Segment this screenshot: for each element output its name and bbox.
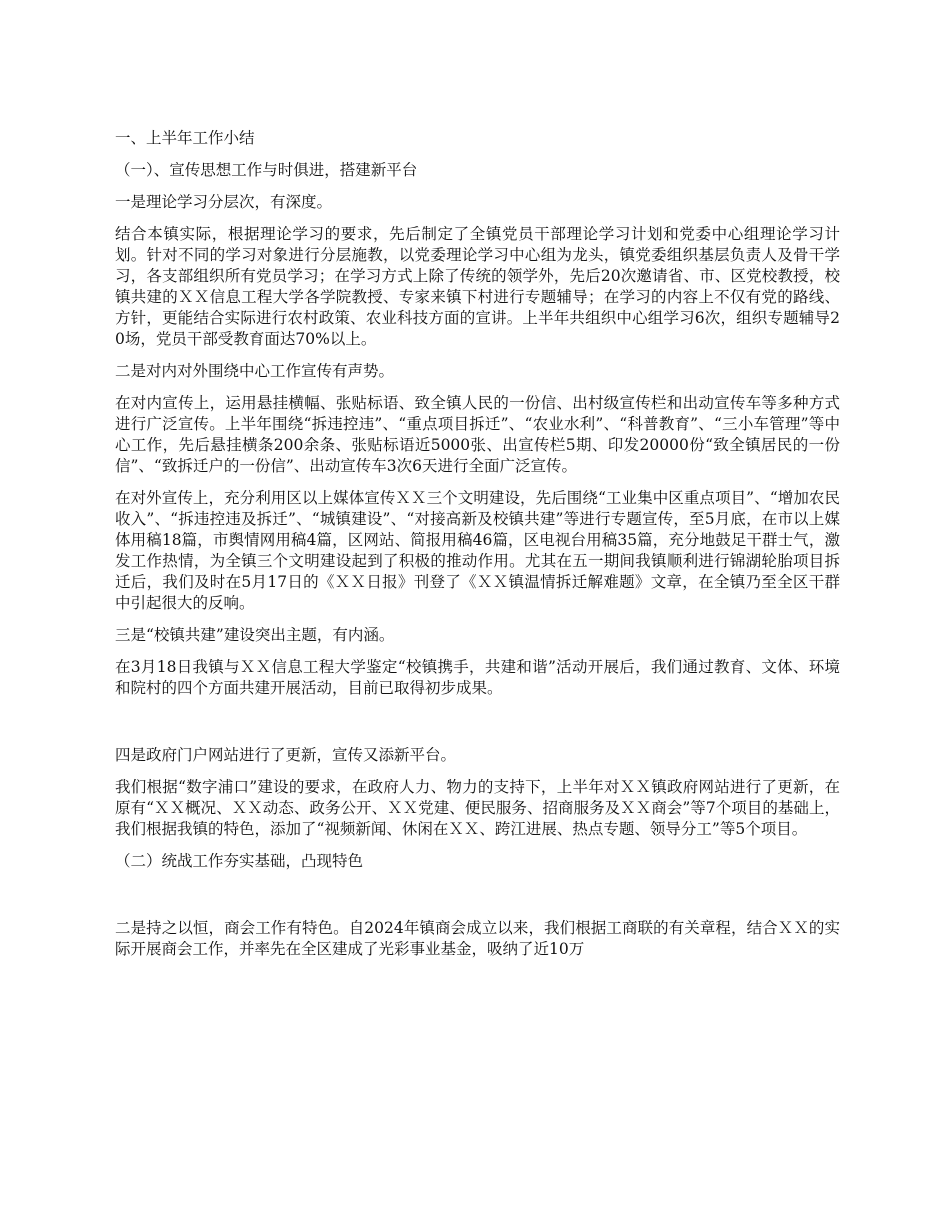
item-title-government-website: 四是政府门户网站进行了更新，宣传又添新平台。 <box>115 746 457 764</box>
section-title-first-half-summary: 一、上半年工作小结 <box>115 129 255 147</box>
paragraph-school-town-cooperation: 在3月18日我镇与ＸＸ信息工程大学鉴定“校镇携手，共建和谐”活动开展后，我们通过教育、文体、环境和院村的四个方面共建开展活动，目前已取得初步成果。 <box>115 658 840 697</box>
item-title-internal-external-publicity: 二是对内对外围绕中心工作宣传有声势。 <box>115 362 395 380</box>
blank-gap <box>115 710 840 745</box>
document-body <box>115 128 840 971</box>
paragraph-chamber-of-commerce: 二是持之以恒，商会工作有特色。自2024年镇商会成立以来，我们根据工商联的有关章程，结合ＸＸ的实际开展商会工作，并率先在全区建成了光彩事业基金，吸纳了近10万 <box>115 919 840 958</box>
blank-gap <box>115 883 840 918</box>
paragraph-theory-study: 结合本镇实际，根据理论学习的要求，先后制定了全镇党员干部理论学习计划和党委中心组理论学习计划。针对不同的学习对象进行分层施教，以党委理论学习中心组为龙头，镇党委组织基层负责人及骨干学习，各支部组织所有党员学习；在学习方式上除了传统的领学外，先后20次邀请省、市、区党校教授，校镇共建的ＸＸ信息工程大学各学院教授、专家来镇下村进行专题辅导；在学习的内容上不仅有党的路线、方针，更能结合实际进行农村政策、农业科技方面的宣讲。上半年共组织中心组学习6次，组织专题辅导20场，党员干部受教育面达70%以上。 <box>115 225 840 348</box>
subsection-title-publicity: （一）、宣传思想工作与时俱进，搭建新平台 <box>115 161 418 179</box>
paragraph-internal-publicity: 在对内宣传上，运用悬挂横幅、张贴标语、致全镇人民的一份信、出村级宣传栏和出动宣传车等多种方式进行广泛宣传。上半年围绕“拆违控违”、“重点项目拆迁”、“农业水利”、“科普教育”、“三小车管理”等中心工作，先后悬挂横条200余条、张贴标语近5000张、出宣传栏5期、印发20000份“致全镇居民的一份信”、“致拆迁户的一份信”、出动宣传车3次6天进行全面广泛宣传。 <box>115 394 840 475</box>
paragraph-external-publicity: 在对外宣传上，充分利用区以上媒体宣传ＸＸ三个文明建设，先后围绕“工业集中区重点项目”、“增加农民收入”、“拆违控违及拆迁”、“城镇建设”、“对接高新及校镇共建”等进行专题宣传，至5月底，在市以上媒体用稿18篇，市舆情网用稿4篇，区网站、简报用稿46篇，区电视台用稿35篇，充分地鼓足干群士气，激发工作热情，为全镇三个文明建设起到了积极的推动作用。尤其在五一期间我镇顺利进行锦湖轮胎项目拆迁后，我们及时在5月17日的《ＸＸ日报》刊登了《ＸＸ镇温情拆迁解难题》文章，在全镇乃至全区干群中引起很大的反响。 <box>115 489 840 612</box>
paragraph-government-website: 我们根据“数字浦口”建设的要求，在政府人力、物力的支持下，上半年对ＸＸ镇政府网站进行了更新，在原有“ＸＸ概况、ＸＸ动态、政务公开、ＸＸ党建、便民服务、招商服务及ＸＸ商会”等7个项目的基础上，我们根据我镇的特色，添加了“视频新闻、休闲在ＸＸ、跨江进展、热点专题、领导分工”等5个项目。 <box>115 778 840 838</box>
subsection-title-united-front: （二）统战工作夯实基础，凸现特色 <box>115 852 364 870</box>
item-title-school-town-cooperation: 三是“校镇共建”建设突出主题，有内涵。 <box>115 626 395 644</box>
item-title-theory-study: 一是理论学习分层次，有深度。 <box>115 193 333 211</box>
